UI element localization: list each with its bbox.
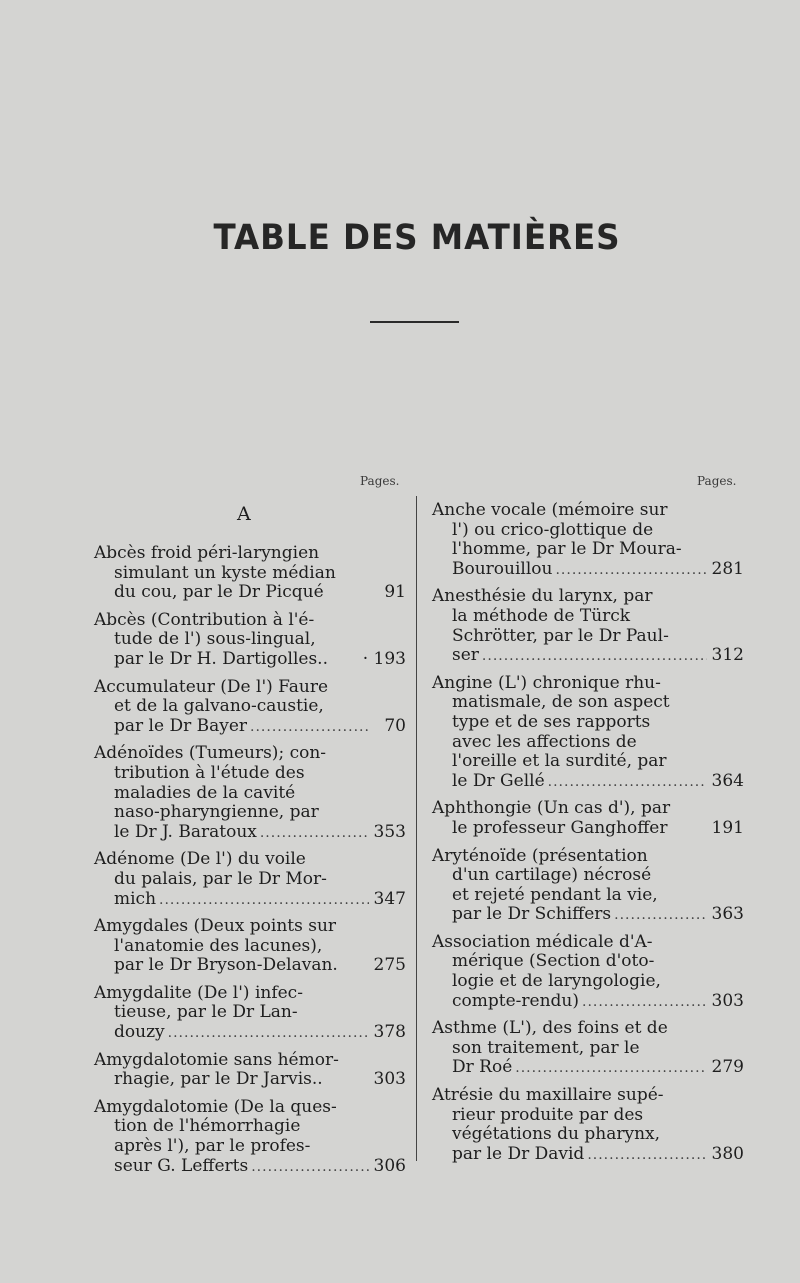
index-entry [432,674,744,792]
page-number: 91 [384,582,406,603]
entry-text: après l'), par le profes- [114,1136,311,1157]
entry-text: type et de ses rapports [452,711,651,732]
entry-text: Abcès (Contribution à l'é- [94,609,315,630]
index-entry [94,678,406,737]
entry-text: rhagie, par le Dr Jarvis.. [114,1069,323,1090]
index-entry [94,917,406,976]
entry-line [94,850,406,870]
column-divider [416,496,417,1161]
entry-line [432,933,744,953]
entry-text: tribution à l'étude des [114,762,305,783]
entry-line [94,917,406,937]
page-number: 353 [373,821,406,842]
dot-leader [587,1146,707,1166]
entry-text: logie et de laryngologie, [452,971,661,992]
entry-text: tieuse, par le Dr Lan- [114,1002,298,1023]
page-number: 303 [711,990,744,1011]
entry-line [94,823,406,843]
index-entry [432,799,744,838]
entry-line [94,744,406,764]
entry-text: par le Dr H. Dartigolles.. [114,648,328,669]
entry-text: Aryténoïde (présentation [432,845,648,866]
page-number: · 193 [362,648,406,669]
page-number: 281 [711,558,744,579]
index-entry [432,587,744,665]
index-entry [94,984,406,1043]
entry-text: et rejeté pendant la vie, [452,884,658,905]
index-entry [94,544,406,603]
left-column [94,544,406,1184]
index-entry [432,1019,744,1078]
entry-line [94,717,406,737]
page-number: 191 [711,817,744,838]
entry-text: Amygdalotomie (De la ques- [94,1096,337,1117]
entry-text: avec les affections de [452,731,637,752]
entry-text: matismale, de son aspect [452,692,670,713]
entry-line [432,1086,744,1106]
index-entry [94,744,406,842]
entry-line [432,905,744,925]
entry-line [94,1098,406,1118]
entry-line [94,650,406,670]
entry-text: seur G. Lefferts [114,1155,249,1176]
entry-line [432,772,744,792]
entry-line [94,583,406,603]
entry-line [432,521,744,541]
page-number: 378 [373,1022,406,1043]
entry-line [432,1019,744,1039]
entry-text: Adénoïdes (Tumeurs); con- [94,743,327,764]
dot-leader [555,561,707,581]
entry-line [432,1106,744,1126]
entry-text: l'anatomie des lacunes), [114,935,323,956]
entry-text: du cou, par le Dr Picqué [114,582,324,603]
entry-line [94,697,406,717]
dot-leader [168,1024,369,1044]
entry-line [432,992,744,1012]
entry-text: par le Dr Bryson-Delavan. [114,955,338,976]
entry-text: mich [114,888,157,909]
entry-text: du palais, par le Dr Mor- [114,868,327,889]
entry-text: Abcès froid péri-laryngien [94,543,320,563]
entry-line [432,972,744,992]
entry-text: Anche vocale (mémoire sur [432,500,668,520]
dot-leader [251,1158,369,1178]
page-number: 312 [711,645,744,666]
entry-text: et de la galvano-caustie, [114,696,324,717]
page-number: 306 [373,1155,406,1176]
entry-line [94,1023,406,1043]
entry-line [432,1039,744,1059]
entry-line [94,1070,406,1090]
index-entry [94,611,406,670]
entry-line [432,733,744,753]
entry-text: simulant un kyste médian [114,562,336,583]
entry-line [432,952,744,972]
page-number: 363 [711,904,744,925]
index-entry [432,1086,744,1164]
entry-line [94,1137,406,1157]
dot-leader [482,647,707,667]
page-title: TABLE DES MATIÈRES [213,218,621,258]
entry-text: maladies de la cavité [114,782,296,803]
entry-text: Amygdales (Deux points sur [94,916,337,937]
entry-line [432,693,744,713]
page-number: 364 [711,770,744,791]
entry-line [432,847,744,867]
entry-text: par le Dr David [452,1143,585,1164]
entry-line [432,540,744,560]
pages-label-left: Pages. [360,474,400,488]
entry-line [432,799,744,819]
entry-text: son traitement, par le [452,1037,640,1058]
entry-line [432,713,744,733]
entry-line [94,890,406,910]
entry-text: Adénome (De l') du voile [94,849,306,870]
dot-leader [515,1059,707,1079]
entry-line [432,674,744,694]
index-entry [432,501,744,579]
entry-text: par le Dr Schiffers [452,904,612,925]
entry-text: le Dr J. Baratoux [114,821,257,842]
index-entry [432,847,744,925]
entry-text: Bourouillou [452,558,553,579]
entry-line [94,784,406,804]
entry-text: végétations du pharynx, [452,1124,661,1145]
entry-text: naso-pharyngienne, par [114,802,319,823]
entry-line [432,607,744,627]
entry-text: d'un cartilage) nécrosé [452,865,652,886]
entry-line [94,678,406,698]
dot-leader [260,824,369,844]
dot-leader [548,773,707,793]
entry-text: l'homme, par le Dr Moura- [452,539,682,560]
entry-line [94,1117,406,1137]
entry-line [432,819,744,839]
entry-text: Anesthésie du larynx, par [432,586,653,607]
entry-text: tion de l'hémorrhagie [114,1116,301,1137]
entry-line [432,866,744,886]
entry-text: l') ou crico-glottique de [452,519,654,540]
right-column [432,501,744,1172]
entry-line [94,611,406,631]
entry-text: Accumulateur (De l') Faure [94,676,329,697]
entry-text: ser [452,645,479,666]
entry-text: le Dr Gellé [452,770,545,791]
dot-leader [614,906,707,926]
page-number: 380 [711,1143,744,1164]
entry-text: rieur produite par des [452,1104,644,1125]
entry-text: Amygdalite (De l') infec- [94,982,303,1003]
page-number: 279 [711,1057,744,1078]
index-entry [94,1098,406,1176]
entry-line [432,587,744,607]
entry-text: l'oreille et la surdité, par [452,751,667,772]
dot-leader [159,891,369,911]
entry-line [94,1157,406,1177]
entry-line [432,501,744,521]
entry-line [94,956,406,976]
entry-text: tude de l') sous-lingual, [114,629,316,650]
entry-line [94,764,406,784]
page-number: 275 [373,955,406,976]
dot-leader [582,993,707,1013]
index-entry [94,1051,406,1090]
entry-line [432,560,744,580]
dot-leader [250,718,369,738]
entry-line [94,937,406,957]
page-number: 347 [373,888,406,909]
entry-text: par le Dr Bayer [114,715,248,736]
entry-line [432,1058,744,1078]
entry-text: le professeur Ganghoffer [452,817,668,838]
entry-line [432,752,744,772]
entry-text: Asthme (L'), des foins et de [432,1018,668,1039]
entry-text: Atrésie du maxillaire supé- [432,1085,664,1106]
entry-line [94,630,406,650]
entry-text: Aphthongie (Un cas d'), par [432,798,671,819]
entry-text: Schrötter, par le Dr Paul- [452,625,669,646]
entry-line [432,1145,744,1165]
entry-text: la méthode de Türck [452,605,631,626]
entry-line [94,803,406,823]
title-rule [370,321,459,323]
entry-line [432,646,744,666]
entry-text: Association médicale d'A- [432,931,653,952]
entry-text: compte-rendu) [452,990,579,1011]
entry-line [94,870,406,890]
page-number: 303 [373,1069,406,1090]
pages-label-right: Pages. [697,474,737,488]
entry-line [432,1125,744,1145]
page-number: 70 [384,715,406,736]
section-letter: A [237,503,251,525]
entry-line [432,627,744,647]
entry-line [94,564,406,584]
entry-text: mérique (Section d'oto- [452,951,655,972]
entry-line [432,886,744,906]
entry-line [94,1003,406,1023]
entry-text: Amygdalotomie sans hémor- [94,1049,339,1070]
index-entry [432,933,744,1011]
entry-text: Dr Roé [452,1057,513,1078]
entry-text: douzy [114,1022,165,1043]
entry-line [94,1051,406,1071]
index-entry [94,850,406,909]
entry-text: Angine (L') chronique rhu- [432,672,661,693]
entry-line [94,544,406,564]
entry-line [94,984,406,1004]
